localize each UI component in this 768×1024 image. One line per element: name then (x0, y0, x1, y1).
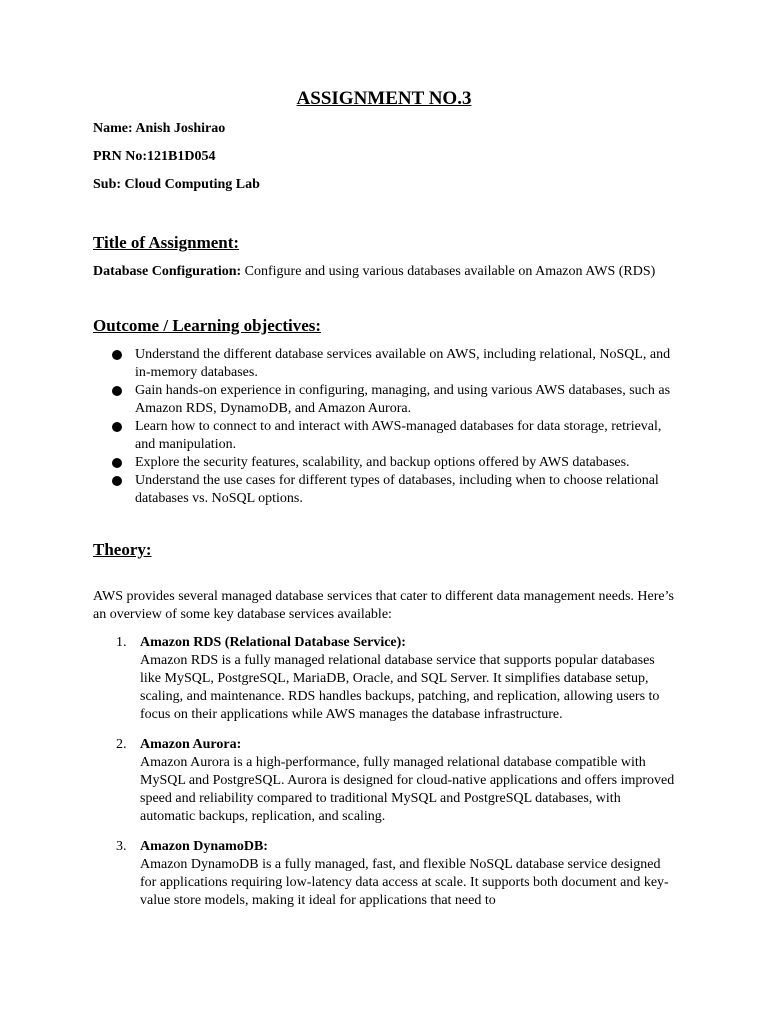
list-item (93, 454, 678, 472)
service-description: Amazon RDS is a fully managed relational database service that supports popular databases like MySQL, PostgreSQL, MariaDB, Oracle, and SQL Server. It simplifies database setup, scaling, and maintenance. RDS handles backups, patching, and replication, allowing users to focus on their applications while AWS manages the database infrastructure. (140, 653, 660, 722)
objective-text: Understand the use cases for different types of databases, including when to choose relational databases vs. NoSQL options. (135, 473, 659, 506)
bullet-icon (112, 386, 122, 396)
services-list (93, 634, 678, 922)
service-title: Amazon Aurora: (140, 737, 242, 752)
objective-text: Gain hands-on experience in configuring, managing, and using various AWS databases, such as Amazon RDS, DynamoDB, and Amazon Aurora. (135, 383, 671, 416)
list-item (93, 472, 678, 508)
list-item (93, 382, 678, 418)
student-name: Name: Anish Joshirao (93, 121, 226, 136)
objective-text: Understand the different database services available on AWS, including relational, NoSQL, and in-memory databases. (135, 347, 671, 380)
list-item (93, 634, 678, 724)
list-item (93, 838, 678, 910)
prn-number: PRN No:121B1D054 (93, 149, 216, 164)
theory-intro: AWS provides several managed database services that cater to different data management needs. Here’s an overview of some key database services available: (93, 589, 674, 622)
list-item (93, 418, 678, 454)
objective-text: Explore the security features, scalability, and backup options offered by AWS databases. (135, 455, 630, 470)
bullet-icon (112, 350, 122, 360)
service-title: Amazon RDS (Relational Database Service): (140, 635, 406, 650)
title-of-assignment-heading: Title of Assignment: (93, 233, 240, 252)
theory-heading: Theory: (93, 540, 152, 559)
service-title: Amazon DynamoDB: (140, 839, 268, 854)
bullet-icon (112, 476, 122, 486)
assignment-title-text: Configure and using various databases available on Amazon AWS (RDS) (241, 264, 656, 279)
outcomes-heading: Outcome / Learning objectives: (93, 316, 322, 335)
bullet-icon (112, 422, 122, 432)
objectives-list (93, 346, 678, 508)
subject-line: Sub: Cloud Computing Lab (93, 177, 260, 192)
list-number: 2. (116, 737, 127, 752)
list-item (93, 736, 678, 826)
assignment-title-label: Database Configuration: (93, 264, 242, 279)
service-description: Amazon Aurora is a high-performance, fully managed relational database compatible with MySQL and PostgreSQL. Aurora is designed for cloud-native applications and offers improved speed and reliability compared to traditional MySQL and PostgreSQL databases, with automatic backups, replication, and scaling. (140, 755, 675, 824)
assignment-title-paragraph (93, 263, 678, 281)
list-item (93, 346, 678, 382)
list-number: 3. (116, 839, 127, 854)
document-page (93, 0, 683, 1024)
service-description: Amazon DynamoDB is a fully managed, fast, and flexible NoSQL database service designed for applications requiring low-latency data access at scale. It supports both document and key-value store models, making it ideal for applications that need to (140, 857, 669, 908)
objective-text: Learn how to connect to and interact with AWS-managed databases for data storage, retrieval, and manipulation. (135, 419, 662, 452)
bullet-icon (112, 458, 122, 468)
list-number: 1. (116, 635, 127, 650)
document-title: ASSIGNMENT NO.3 (296, 88, 472, 109)
